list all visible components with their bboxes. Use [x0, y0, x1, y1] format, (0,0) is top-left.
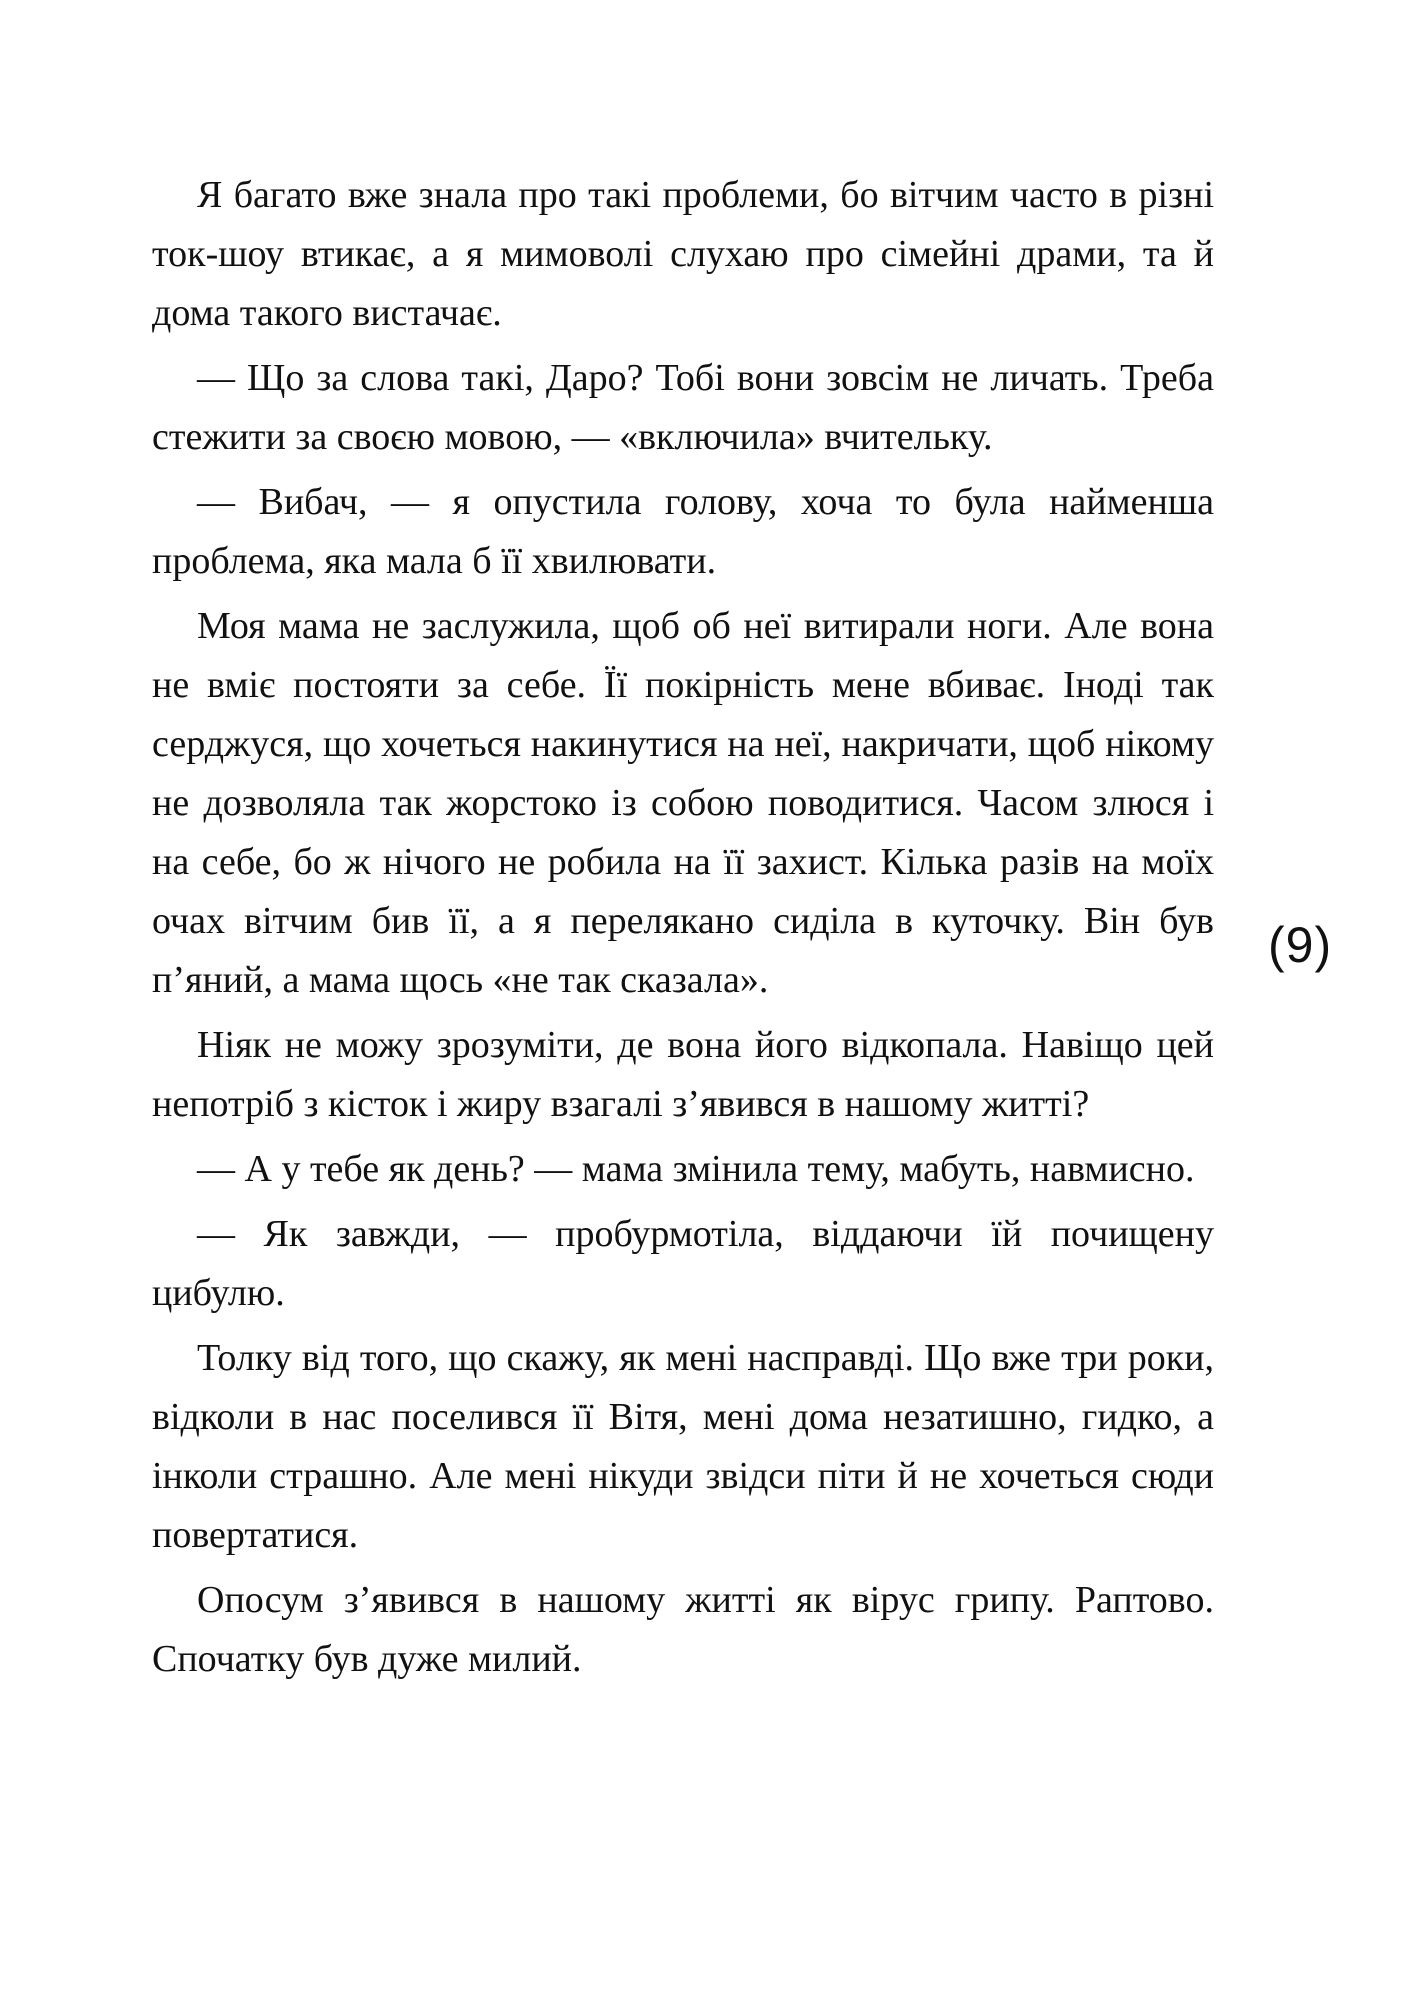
body-text: [152, 166, 1214, 1695]
paragraph-5: Ніяк не можу зрозуміти, де вона його відкопала. Навіщо цей непотріб з кісток і жиру взагалі з’явився в нашому житті?: [152, 1024, 1214, 1125]
page-number: (9): [1268, 917, 1333, 973]
paragraph-7: — Як завжди, — пробурмотіла, віддаючи їй почищену цибулю.: [152, 1213, 1214, 1314]
paragraph-6: — А у тебе як день? — мама змінила тему, мабуть, навмисно.: [197, 1148, 1195, 1190]
paragraph-1: Я багато вже знала про такі проблеми, бо вітчим часто в різні ток-шоу втикає, а я мимоволі слухаю про сімейні драми, та й дома такого вистачає.: [152, 174, 1214, 334]
paragraph-8: Толку від того, що скажу, як мені насправді. Що вже три роки, відколи в нас поселився її Вітя, мені дома незатишно, гидко, а інколи страшно. Але мені нікуди звідси піти й не хочеться сюди повертатися.: [152, 1337, 1214, 1556]
paragraph-4: Моя мама не заслужила, щоб об неї витирали ноги. Але вона не вміє постояти за себе. Її покірність мене вбиває. Іноді так серджуся, що хочеться накинутися на неї, накричати, щоб нікому не дозволяла так жорстоко із собою поводитися. Часом злюся і на себе, бо ж нічого не робила на її захист. Кілька разів на моїх очах вітчим бив її, а я перелякано сиділа в куточку. Він був п’яний, а мама щось «не так сказала».: [152, 605, 1214, 1001]
paragraph-9: Опосум з’явився в нашому житті як вірус грипу. Раптово. Спочатку був дуже милий.: [152, 1579, 1214, 1680]
paragraph-2: — Що за слова такі, Даро? Тобі вони зовсім не личать. Треба стежити за своєю мовою, — «включила» вчительку.: [152, 357, 1214, 458]
paragraph-3: — Вибач, — я опустила голову, хоча то була найменша проблема, яка мала б її хвилювати.: [152, 481, 1214, 582]
